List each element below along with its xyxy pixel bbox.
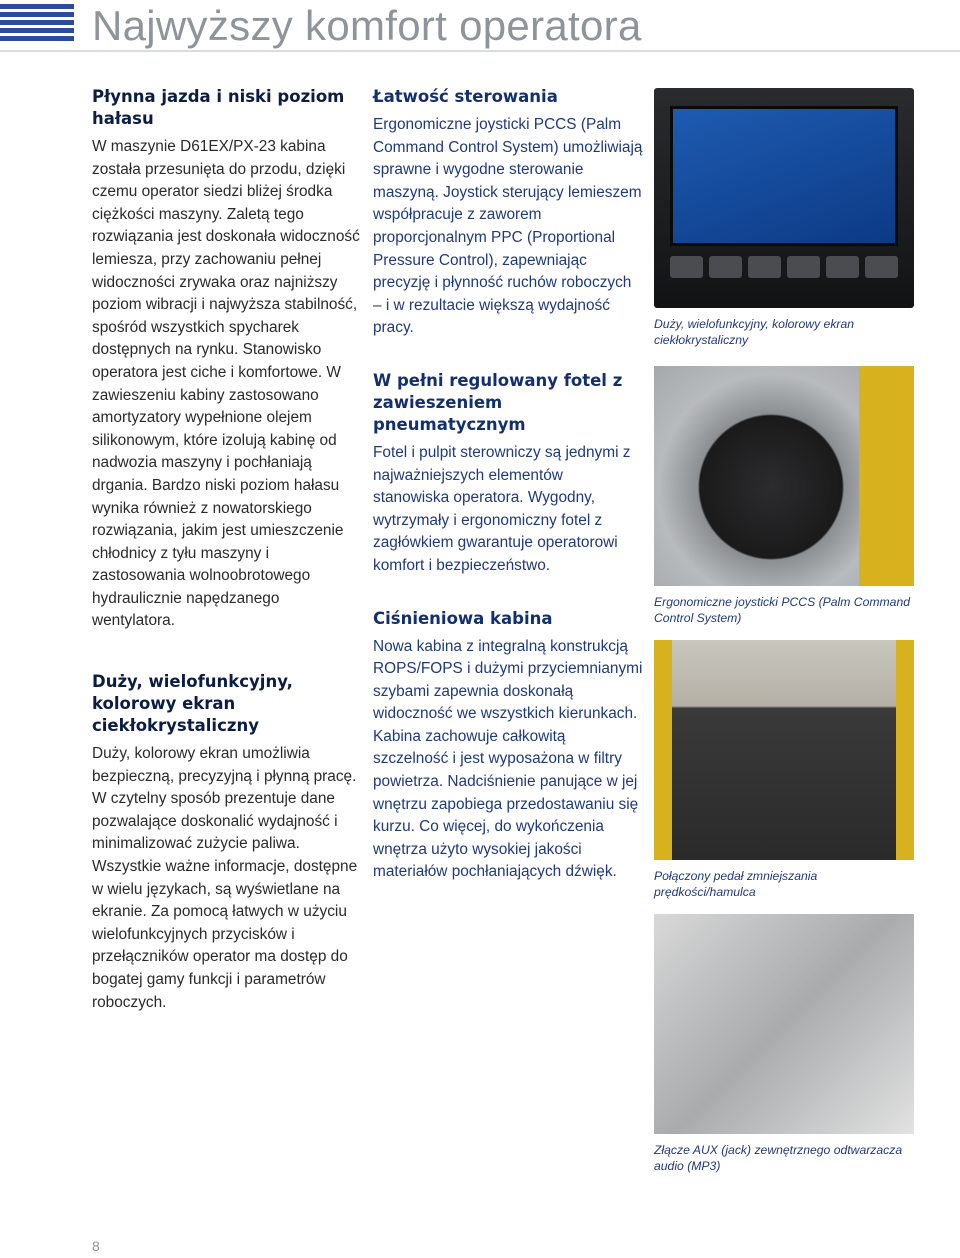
page-number: 8 bbox=[92, 1238, 100, 1254]
figure-caption: Połączony pedał zmniejszania prędkości/hamulca bbox=[654, 869, 818, 899]
figure-lcd bbox=[654, 88, 916, 348]
section-body: W maszynie D61EX/PX-23 kabina została przesunięta do przodu, dzięki czemu operator siedzi bliżej środka ciężkości maszyny. Zaletą tego rozwiązania jest doskonała widoczność lemiesza, przy zachowaniu pełnej widoczności zrywaka oraz najniższy poziom wibracji i najwyższa stabilność, spośród wszystkich spycharek dostępnych na rynku. Stanowisko operatora jest ciche i komfortowe. W zawieszeniu kabiny zastosowano amortyzatory wypełnione olejem silikonowym, które izolują kabinę od nadwozia maszyny i pochłaniają drgania. Bardzo niski poziom hałasu wynika również z nowatorskiego rozwiązania, jakim jest umieszczenie chłodnicy z tyłu maszyny i zastosowania wolnoobrotowego hydraulicznie napędzanego wentylatora. bbox=[92, 138, 360, 630]
section-lcd-display bbox=[92, 671, 362, 1014]
section-body: Ergonomiczne joysticki PCCS (Palm Command Control System) umożliwiają sprawne i wygodne sterowanie maszyną. Joystick sterujący lemieszem współpracuje z zaworem proporcjonalnym PPC (Proportional Pressure Control), zapewniając precyzję i płynność ruchów roboczych – i w rezultacie większą wydajność pracy. bbox=[373, 116, 643, 337]
section-heading: Ciśnieniowa kabina bbox=[373, 608, 553, 628]
figure-pedal bbox=[654, 640, 916, 900]
title-divider bbox=[0, 50, 960, 52]
section-heading: Płynna jazda i niski poziom hałasu bbox=[92, 87, 345, 128]
figure-caption: Duży, wielofunkcyjny, kolorowy ekran ciekłokrystaliczny bbox=[654, 317, 855, 347]
page-title: Najwyższy komfort operatora bbox=[92, 2, 642, 49]
figure-aux bbox=[654, 914, 916, 1174]
section-heading: Łatwość sterowania bbox=[373, 87, 558, 106]
pedal-photo bbox=[654, 640, 914, 860]
column-middle bbox=[373, 86, 643, 884]
function-keys-icon bbox=[670, 256, 898, 278]
section-heading: W pełni regulowany fotel z zawieszeniem pneumatycznym bbox=[373, 370, 623, 434]
figure-caption: Ergonomiczne joysticki PCCS (Palm Command Control System) bbox=[654, 595, 911, 625]
section-body: Fotel i pulpit sterowniczy są jednymi z najważniejszych elementów stanowiska operatora. Wygodny, wytrzymały i ergonomiczny fotel z zagłówkiem gwarantuje operatorowi komfort i bezpieczeństwo. bbox=[373, 443, 631, 574]
section-heading: Duży, wielofunkcyjny, kolorowy ekran ciekłokrystaliczny bbox=[92, 672, 293, 736]
section-smooth-ride bbox=[92, 86, 362, 633]
lcd-screen-icon bbox=[670, 106, 898, 246]
joystick-photo bbox=[654, 366, 914, 586]
section-pressurized-cab bbox=[373, 608, 643, 885]
brand-stripes-logo bbox=[0, 4, 74, 42]
aux-jack-photo bbox=[654, 914, 914, 1134]
section-seat bbox=[373, 370, 643, 578]
section-body: Nowa kabina z integralną konstrukcją ROPS/FOPS i dużymi przyciemnianymi szybami zapewnia doskonałą widoczność we wszystkich kierunkach. Kabina zachowuje całkowitą szczelność i jest wyposażona w filtry powietrza. Nadciśnienie panujące w jej wnętrzu zapobiega przedostawaniu się kurzu. Co więcej, do wykończenia wnętrza użyto wysokiej jakości materiałów pochłaniających dźwięk. bbox=[373, 637, 643, 881]
figure-caption: Złącze AUX (jack) zewnętrznego odtwarzacza audio (MP3) bbox=[654, 1143, 903, 1173]
lcd-monitor-photo bbox=[654, 88, 914, 308]
column-left bbox=[92, 86, 362, 1014]
section-easy-control bbox=[373, 86, 643, 340]
section-body: Duży, kolorowy ekran umożliwia bezpieczną, precyzyjną i płynną pracę. W czytelny sposób prezentuje dane pozwalające doskonalić wydajność i minimalizować zużycie paliwa. Wszystkie ważne informacje, dostępne w wielu językach, są wyświetlane na ekranie. Za pomocą łatwych w użyciu wielofunkcyjnych przycisków i przełączników operator ma dostęp do bogatej gamy funkcji i parametrów roboczych. bbox=[92, 745, 358, 1011]
column-right bbox=[654, 88, 916, 1174]
figure-joystick bbox=[654, 366, 916, 626]
